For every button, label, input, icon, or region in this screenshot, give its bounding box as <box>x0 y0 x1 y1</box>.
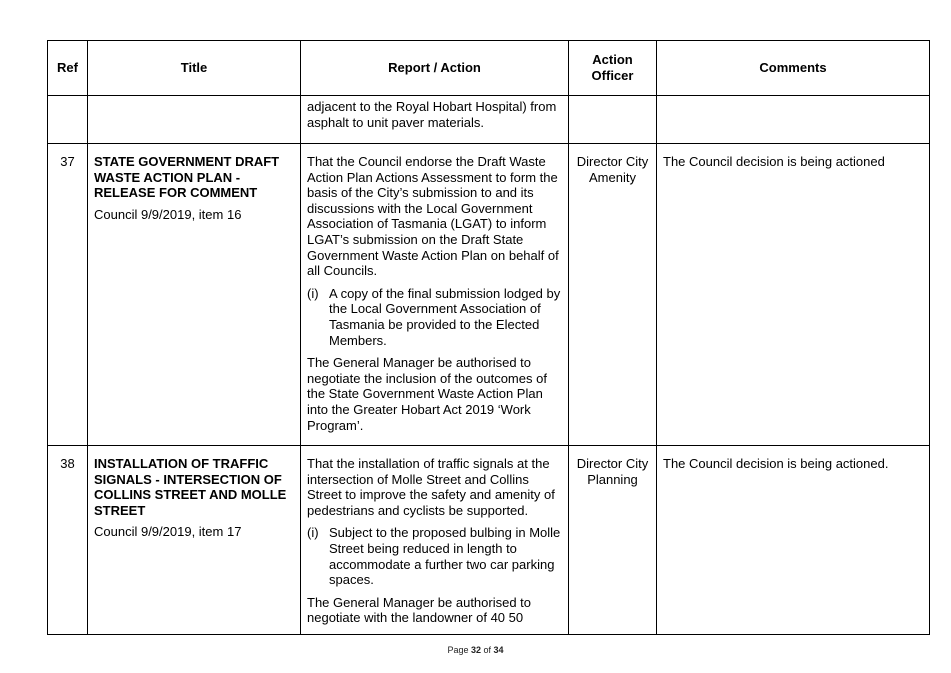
item-title: INSTALLATION OF TRAFFIC SIGNALS - INTERSECTION OF COLLINS STREET AND MOLLE STREET <box>94 456 287 518</box>
header-ref: Ref <box>48 41 88 96</box>
cont-title-cell <box>88 96 301 144</box>
title-cell <box>88 446 301 635</box>
actions-table <box>47 40 930 635</box>
table-row <box>48 446 930 635</box>
item-title: STATE GOVERNMENT DRAFT WASTE ACTION PLAN - RELEASE FOR COMMENT <box>94 154 280 201</box>
ref-number: 37 <box>60 154 75 169</box>
table-row-continuation <box>48 96 930 144</box>
page-prefix: Page <box>447 645 469 655</box>
header-comments: Comments <box>657 41 930 96</box>
comment-text: The Council decision is being actioned <box>663 154 885 169</box>
report-cell <box>301 446 569 635</box>
ref-number: 38 <box>60 456 75 471</box>
cont-officer-cell <box>569 96 657 144</box>
header-title: Title <box>88 41 301 96</box>
title-cell <box>88 144 301 446</box>
header-action-officer-line1: Action <box>592 52 633 67</box>
comments-cell <box>657 144 930 446</box>
page-footer <box>0 645 951 655</box>
page-number: 32 <box>470 645 481 655</box>
page-total: 34 <box>493 645 504 655</box>
cont-report-text: adjacent to the Royal Hobart Hospital) from asphalt to unit paver materials. <box>307 99 557 130</box>
report-list-item <box>307 525 562 587</box>
header-action-officer-line2: Officer <box>591 68 634 83</box>
action-officer: Director City Amenity <box>576 154 649 185</box>
meeting-reference: Council 9/9/2019, item 16 <box>94 206 242 222</box>
table-header-row <box>48 41 930 96</box>
report-paragraph: The General Manager be authorised to negotiate the inclusion of the outcomes of the State Government Waste Action Plan into the Greater Hobart Act 2019 ‘Work Program’. <box>307 355 547 433</box>
list-item-text: A copy of the final submission lodged by the Local Government Association of Tasmania be provided to the Elected Members. <box>329 285 561 348</box>
report-cell <box>301 144 569 446</box>
table-row <box>48 144 930 446</box>
header-report-action: Report / Action <box>301 41 569 96</box>
report-list-item <box>307 286 562 348</box>
ref-cell <box>48 446 88 635</box>
cont-report-cell <box>301 96 569 144</box>
list-item-text: Subject to the proposed bulbing in Molle Street being reduced in length to accommodate a further two car parking spaces. <box>329 525 561 588</box>
officer-cell <box>569 446 657 635</box>
comments-cell <box>657 446 930 635</box>
officer-cell <box>569 144 657 446</box>
cont-comments-cell <box>657 96 930 144</box>
meeting-reference: Council 9/9/2019, item 17 <box>94 524 242 540</box>
comment-text: The Council decision is being actioned. <box>663 456 889 471</box>
report-paragraph: That the installation of traffic signals at the intersection of Molle Street and Collins Street to improve the safety and amenity of pedestrians and cyclists be supported. <box>307 456 555 518</box>
action-officer: Director City Planning <box>576 456 649 487</box>
report-paragraph: The General Manager be authorised to negotiate with the landowner of 40 50 <box>307 594 532 626</box>
page-of: of <box>483 645 492 655</box>
ref-cell <box>48 144 88 446</box>
report-paragraph: That the Council endorse the Draft Waste Action Plan Actions Assessment to form the basis of the City’s submission to and its discussions with the Local Government Association of Tasmania (LGAT) to inform LGAT’s submission on the Draft State Government Waste Action Plan on behalf of all Councils. <box>307 154 559 279</box>
list-marker: (i) <box>307 285 319 301</box>
cont-ref-cell <box>48 96 88 144</box>
header-action-officer <box>569 41 657 96</box>
list-marker: (i) <box>307 525 319 541</box>
